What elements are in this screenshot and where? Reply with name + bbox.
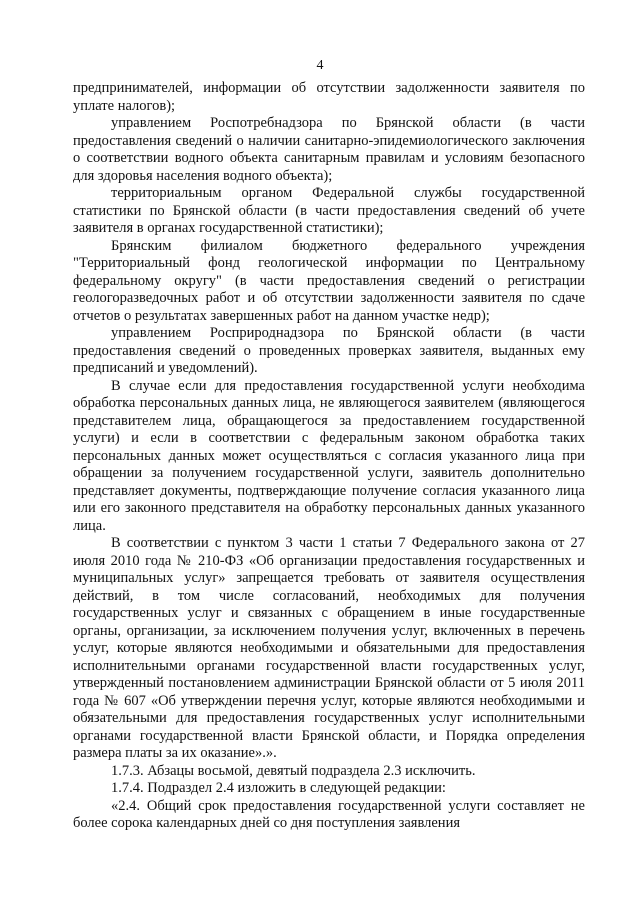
paragraph-federal-law: В соответствии с пунктом 3 части 1 статьи 7 Федерального закона от 27 июля 2010 года № 210-ФЗ «Об организации предоставления государственных и муниципальных услуг» запрещается требовать от заявителя осуществления действий, в том числе согласований, необходимых для получения государственных услуг и связанных с обращением в иные государственные органы, организации, за исключением получения услуг, включенных в перечень услуг, которые являются необходимыми и обязательными для предоставления исполнительными органами государственной власти государственных услуг, утвержденный постановлением администрации Брянской области от 5 июля 2011 года № 607 «Об утверждении перечня услуг, которые являются необходимыми и обязательными для предоставления государственных услуг исполнительными органами государственной власти Брянской области, и Порядка определения размера платы за их оказание».».: [73, 535, 585, 761]
paragraph-personal-data: В случае если для предоставления государственной услуги необходима обработка персональных данных лица, не являющегося заявителем (являющегося представителем лица, обращающегося за предоставлением государственной услуги) и если в соответствии с федеральным законом обработка таких персональных данных может осуществляться с согласия указанного лица при обращении за получением государственной услуги, заявитель дополнительно представляет документы, подтверждающие получение согласия указанного лица или его законного представителя на обработку персональных данных указанного лица.: [73, 377, 585, 534]
paragraph-2-4: «2.4. Общий срок предоставления государственной услуги составляет не более сорока календарных дней со дня поступления заявления: [73, 797, 585, 831]
document-body: [73, 80, 585, 833]
page-number: 4: [316, 58, 324, 73]
paragraph-1-7-3: 1.7.3. Абзацы восьмой, девятый подраздела 2.3 исключить.: [111, 762, 476, 779]
paragraph-continuation: предпринимателей, информации об отсутствии задолженности заявителя по уплате налогов);: [73, 80, 585, 114]
paragraph-rosprirodnadzor: управлением Росприроднадзора по Брянской области (в части предоставления сведений о проведенных проверках заявителя, выданных ему предписаний и уведомлений).: [73, 325, 585, 376]
paragraph-statistics: территориальным органом Федеральной службы государственной статистики по Брянской области (в части предоставления сведений об учете заявителя в органах государственной статистики);: [73, 185, 585, 236]
paragraph-rospotrebnadzor: управлением Роспотребнадзора по Брянской области (в части предоставления сведений о наличии санитарно-эпидемиологического заключения о соответствии водного объекта санитарным правилам и условиям безопасного для здоровья населения водного объекта);: [73, 115, 585, 184]
paragraph-geology-fund: Брянским филиалом бюджетного федерального учреждения "Территориальный фонд геологической информации по Центральному федеральному округу" (в части предоставления сведений о регистрации геологоразведочных работ и об отсутствии задолженности заявителя по сдаче отчетов о результатах завершенных работ на данном участке недр);: [73, 237, 585, 324]
paragraph-1-7-4: 1.7.4. Подраздел 2.4 изложить в следующей редакции:: [111, 780, 446, 796]
